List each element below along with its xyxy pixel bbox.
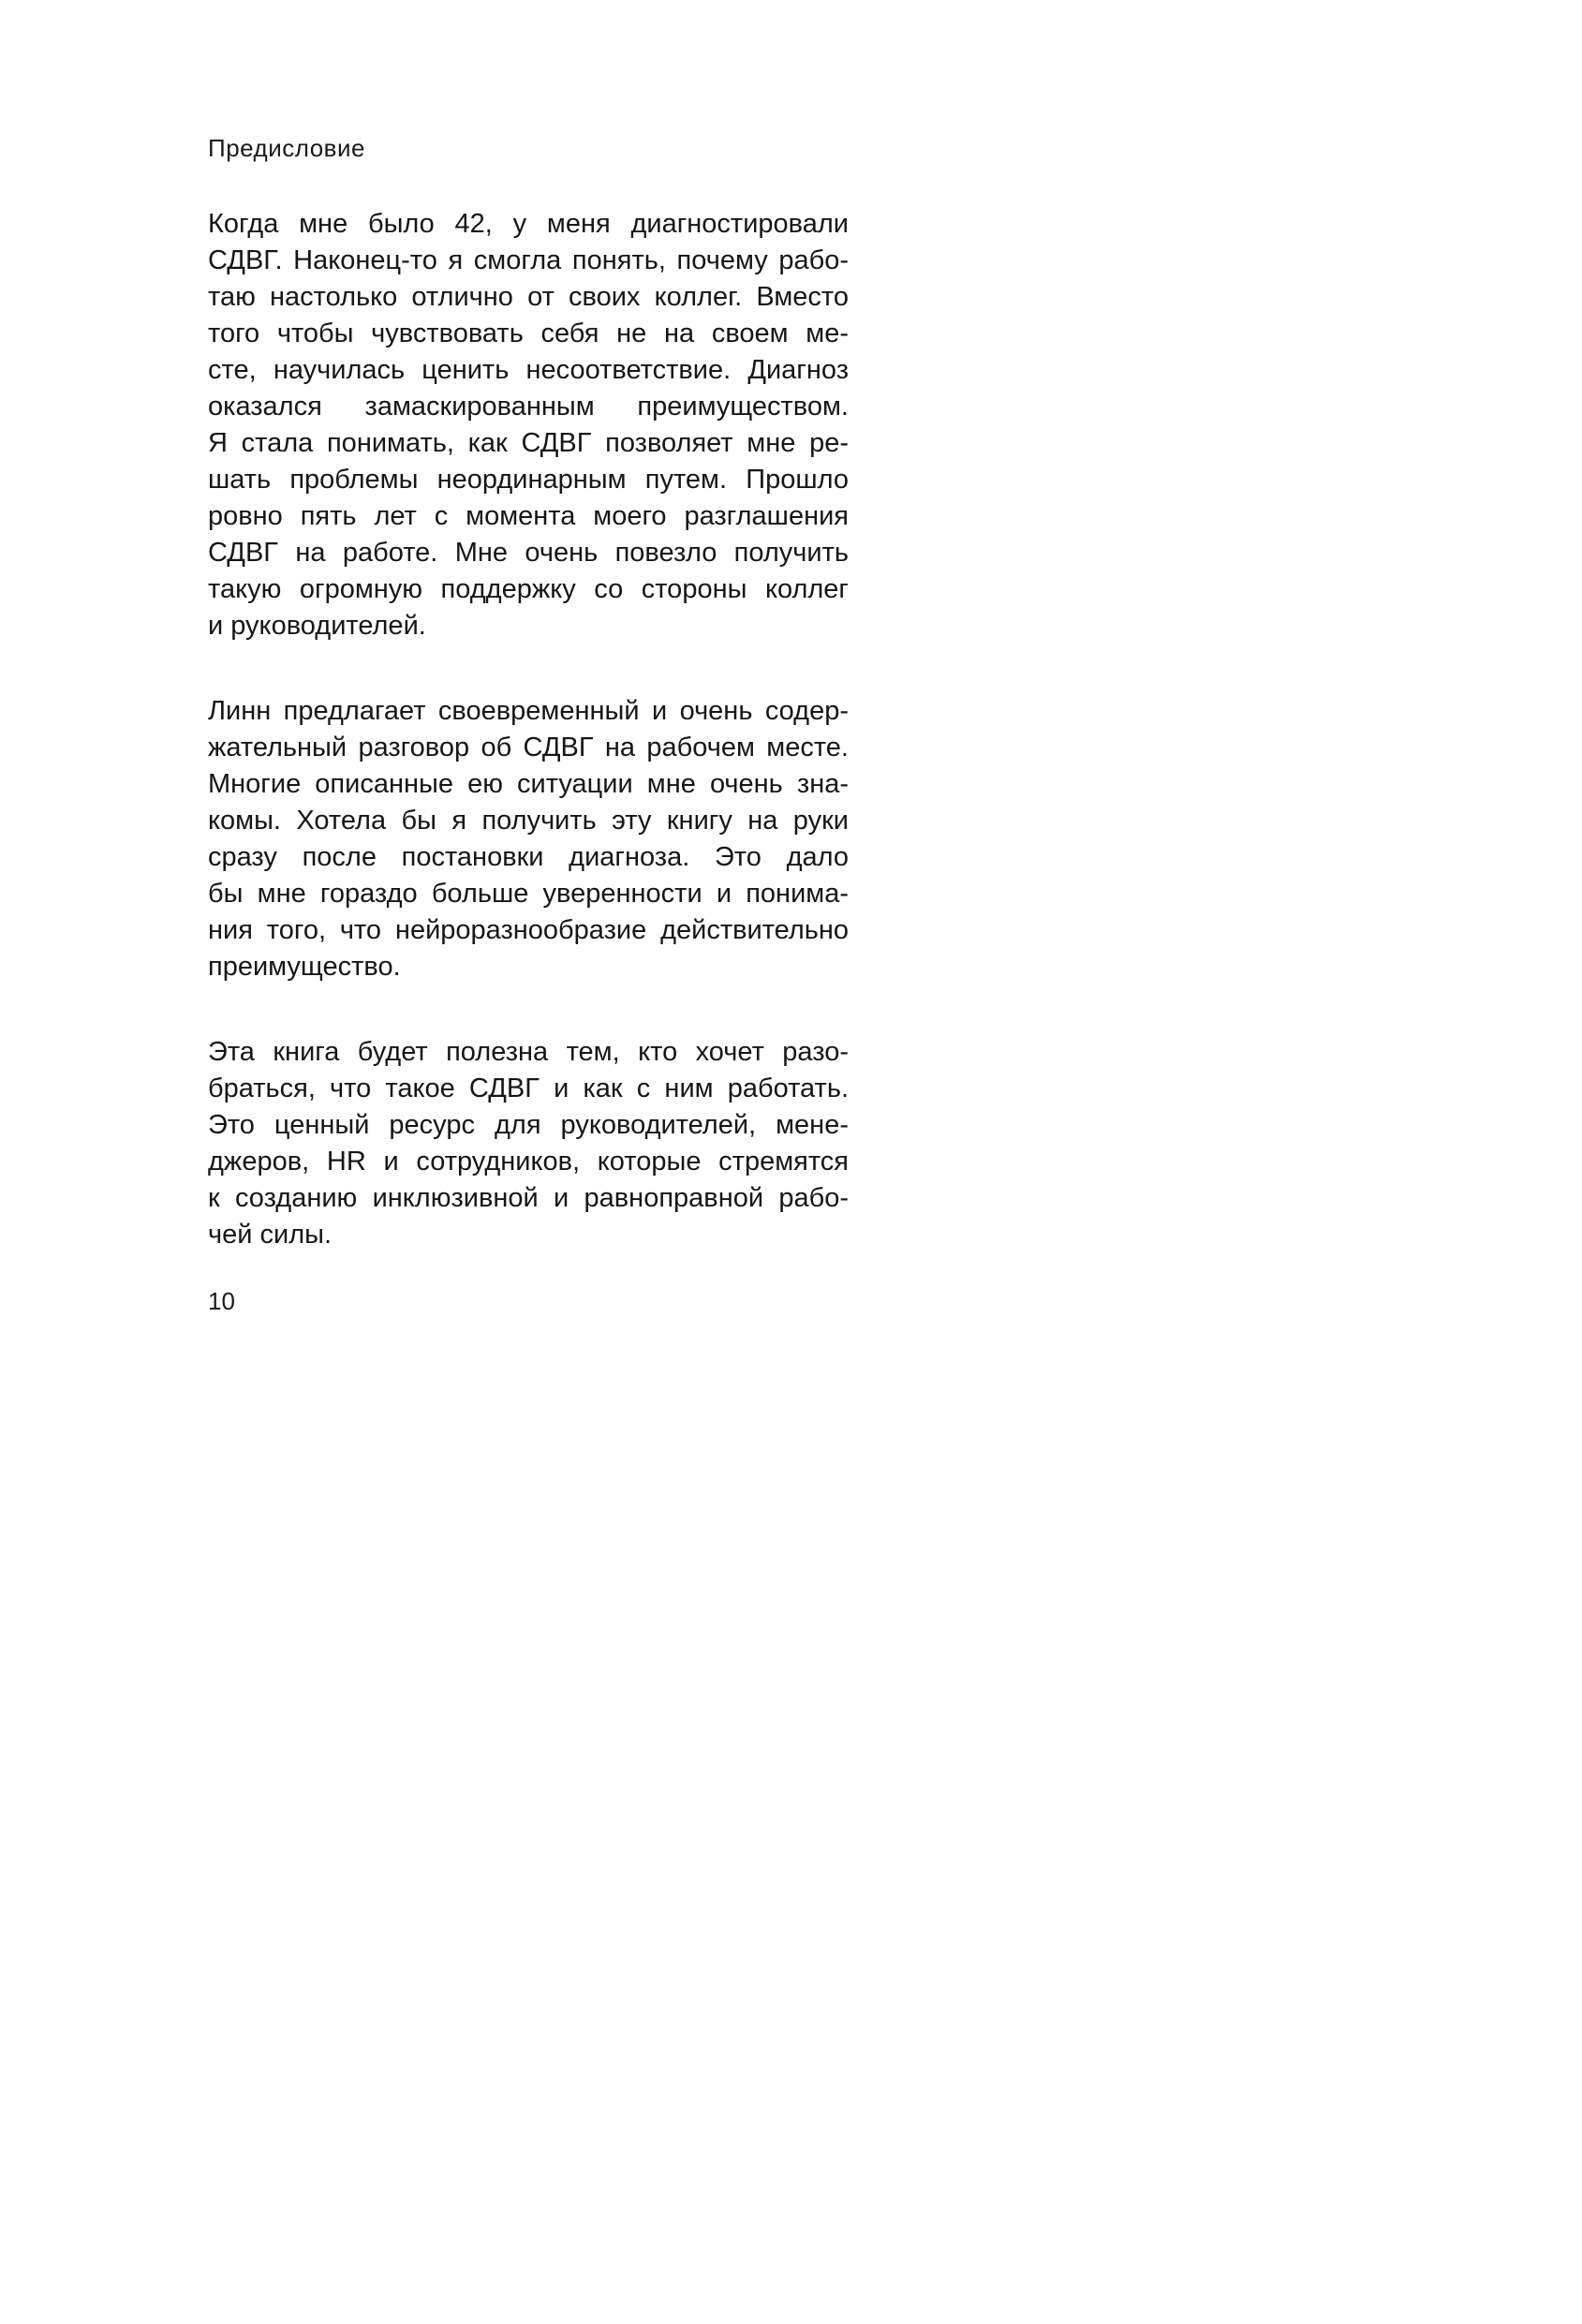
text-line: бы мне гораздо больше уверенности и понима-: [208, 879, 849, 909]
text-line: СДВГ. Наконец-то я смогла понять, почему рабо-: [208, 245, 849, 275]
text-line: и руководителей.: [208, 611, 426, 641]
paragraph: [208, 693, 849, 985]
text-line: преимущество.: [208, 952, 401, 982]
text-line: таю настолько отлично от своих коллег. Вместо: [208, 282, 849, 312]
text-line: оказался замаскированным преимуществом.: [208, 392, 849, 422]
text-line: Эта книга будет полезна тем, кто хочет разо-: [208, 1037, 849, 1067]
text-line: комы. Хотела бы я получить эту книгу на руки: [208, 806, 849, 836]
paragraph: [208, 1034, 849, 1253]
text-line: того чтобы чувствовать себя не на своем ме-: [208, 318, 849, 348]
text-line: Когда мне было 42, у меня диагностировали: [208, 209, 849, 239]
text-block: [208, 206, 849, 1253]
text-line: к созданию инклюзивной и равноправной рабо-: [208, 1183, 849, 1213]
text-line: Многие описанные ею ситуации мне очень зна-: [208, 769, 849, 799]
text-line: сте, научилась ценить несоответствие. Диагноз: [208, 355, 849, 385]
text-line: джеров, HR и сотрудников, которые стремятся: [208, 1147, 849, 1177]
text-line: шать проблемы неординарным путем. Прошло: [208, 465, 849, 495]
text-line: СДВГ на работе. Мне очень повезло получить: [208, 538, 849, 568]
text-column: [208, 134, 849, 1253]
text-line: Это ценный ресурс для руководителей, мене-: [208, 1110, 849, 1140]
text-line: чей силы.: [208, 1220, 333, 1250]
running-header: Предисловие: [208, 134, 365, 162]
text-line: сразу после постановки диагноза. Это дало: [208, 842, 849, 872]
text-line: такую огромную поддержку со стороны коллег: [208, 574, 849, 604]
page-number: 10: [208, 1287, 235, 1315]
paragraph: [208, 206, 849, 644]
text-line: браться, что такое СДВГ и как с ним работать.: [208, 1073, 849, 1103]
text-line: ния того, что нейроразнообразие действительно: [208, 915, 849, 945]
text-line: Линн предлагает своевременный и очень содер-: [208, 696, 849, 726]
text-line: ровно пять лет с момента моего разглашения: [208, 501, 849, 531]
text-line: Я стала понимать, как СДВГ позволяет мне ре-: [208, 428, 849, 458]
text-line: жательный разговор об СДВГ на рабочем месте.: [208, 733, 849, 762]
